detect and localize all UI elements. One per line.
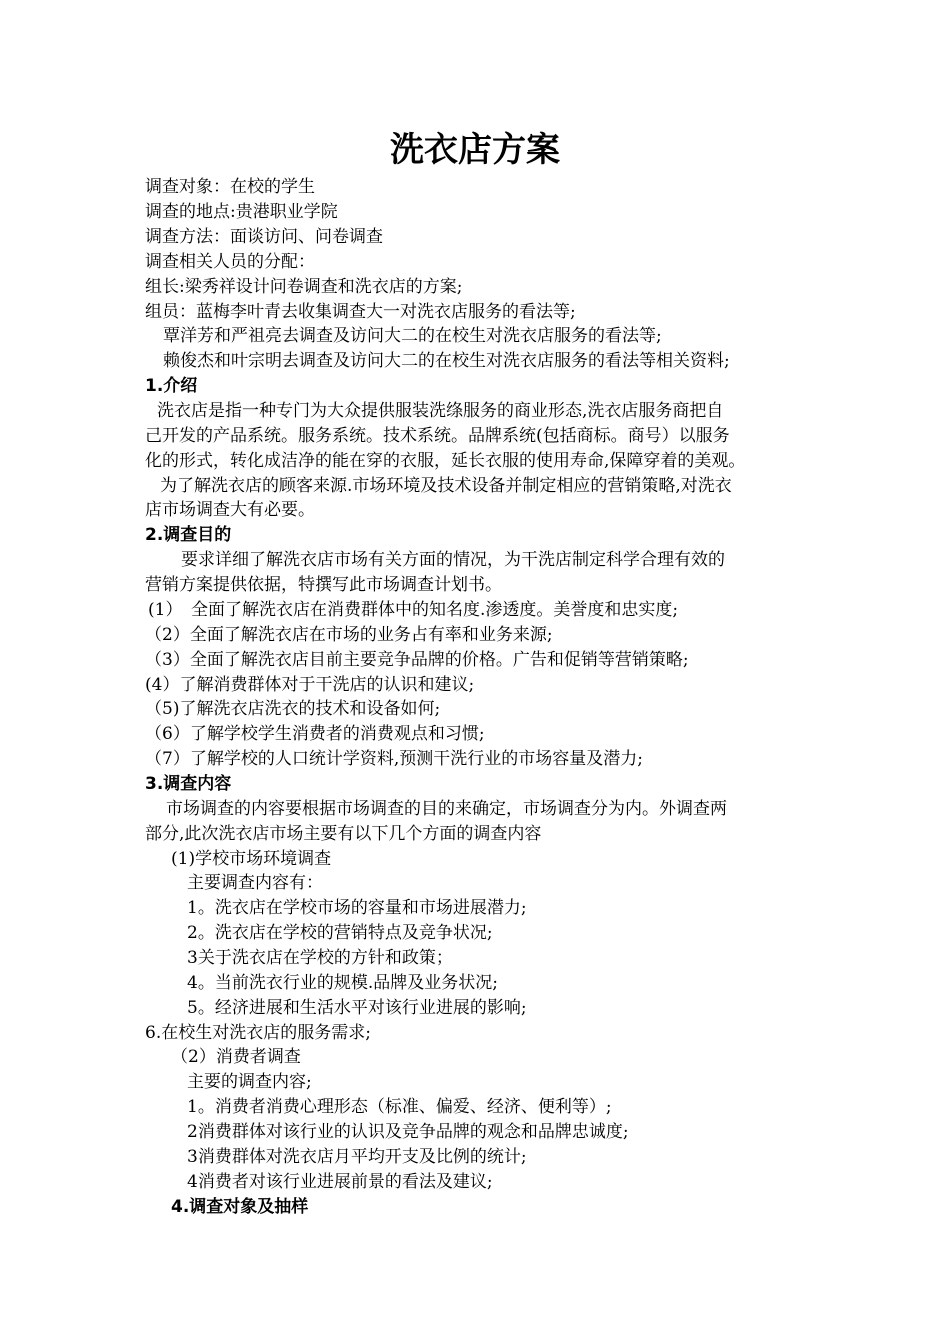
text-line: 主要的调查内容; <box>187 1072 312 1092</box>
section-heading: 3.调查内容 <box>145 774 232 794</box>
section-heading: 1.介绍 <box>145 376 198 396</box>
text-line: 组员：蓝梅李叶青去收集调查大一对洗衣店服务的看法等; <box>145 302 576 322</box>
list-item: 1。消费者消费心理形态（标准、偏爱、经济、便利等）; <box>187 1097 612 1117</box>
text-line: 化的形式，转化成洁净的能在穿的衣服，延长衣服的使用寿命,保障穿着的美观。 <box>145 451 746 471</box>
list-item: （5)了解洗衣店洗衣的技术和设备如何; <box>145 699 441 719</box>
list-item: （3）全面了解洗衣店目前主要竞争品牌的价格。广告和促销等营销策略; <box>145 650 689 670</box>
text-line: 己开发的产品系统。服务系统。技术系统。品牌系统(包括商标。商号）以服务 <box>145 426 730 446</box>
text-line: 调查对象：在校的学生 <box>145 177 315 197</box>
document-title: 洗衣店方案 <box>390 130 560 170</box>
text-line: 营销方案提供依据，特撰写此市场调查计划书。 <box>145 575 502 595</box>
list-item: 3消费群体对洗衣店月平均开支及比例的统计; <box>187 1147 527 1167</box>
text-line: 要求详细了解洗衣店市场有关方面的情况，为干洗店制定科学合理有效的 <box>181 550 725 570</box>
text-line: 部分,此次洗衣店市场主要有以下几个方面的调查内容 <box>145 824 542 844</box>
list-item: 2消费群体对该行业的认识及竞争品牌的观念和品牌忠诚度; <box>187 1122 629 1142</box>
list-item: （6）了解学校学生消费者的消费观点和习惯; <box>145 724 485 744</box>
text-line: 调查方法：面谈访问、问卷调查 <box>145 227 383 247</box>
text-line: 洗衣店是指一种专门为大众提供服装洗绦服务的商业形态,洗衣店服务商把自 <box>157 401 724 421</box>
text-line: 组长:梁秀祥设计问卷调查和洗衣店的方案; <box>145 277 463 297</box>
list-item: 6.在校生对洗衣店的服务需求; <box>145 1023 371 1043</box>
text-line: 主要调查内容有： <box>187 873 323 893</box>
section-heading: 2.调查目的 <box>145 525 232 545</box>
list-item: (4）了解消费群体对于干洗店的认识和建议; <box>145 675 475 695</box>
text-line: 店市场调查大有必要。 <box>145 500 315 520</box>
text-line: 赖俊杰和叶宗明去调查及访问大二的在校生对洗衣店服务的看法等相关资料; <box>163 351 730 371</box>
text-line: 市场调查的内容要根据市场调查的目的来确定，市场调查分为内。外调查两 <box>166 799 727 819</box>
list-item: 1。洗衣店在学校市场的容量和市场进展潜力; <box>187 898 527 918</box>
list-item: 2。洗衣店在学校的营销特点及竞争状况; <box>187 923 493 943</box>
section-heading: 4.调查对象及抽样 <box>171 1197 309 1217</box>
text-line: 覃洋芳和严祖亮去调查及访问大二的在校生对洗衣店服务的看法等; <box>163 326 662 346</box>
list-item: 3关于洗衣店在学校的方针和政策； <box>187 948 453 968</box>
list-item: （2）全面了解洗衣店在市场的业务占有率和业务来源; <box>145 625 553 645</box>
list-item: 5。经济进展和生活水平对该行业进展的影响; <box>187 998 527 1018</box>
text-line: 调查的地点:贵港职业学院 <box>145 202 338 222</box>
list-item: （7）了解学校的人口统计学资料,预测干洗行业的市场容量及潜力; <box>145 749 643 769</box>
text-line: 为了解洗衣店的顾客来源.市场环境及技术设备并制定相应的营销策略,对洗衣 <box>160 476 732 496</box>
text-line: 调查相关人员的分配： <box>145 252 315 272</box>
list-item: 4消费者对该行业进展前景的看法及建议; <box>187 1172 493 1192</box>
list-item: 4。当前洗衣行业的规模.品牌及业务状况; <box>187 973 498 993</box>
subsection-heading: (1)学校市场环境调查 <box>171 849 332 869</box>
subsection-heading: （2）消费者调查 <box>171 1047 301 1067</box>
list-item: (1） 全面了解洗衣店在消费群体中的知名度.渗透度。美誉度和忠实度; <box>148 600 679 620</box>
